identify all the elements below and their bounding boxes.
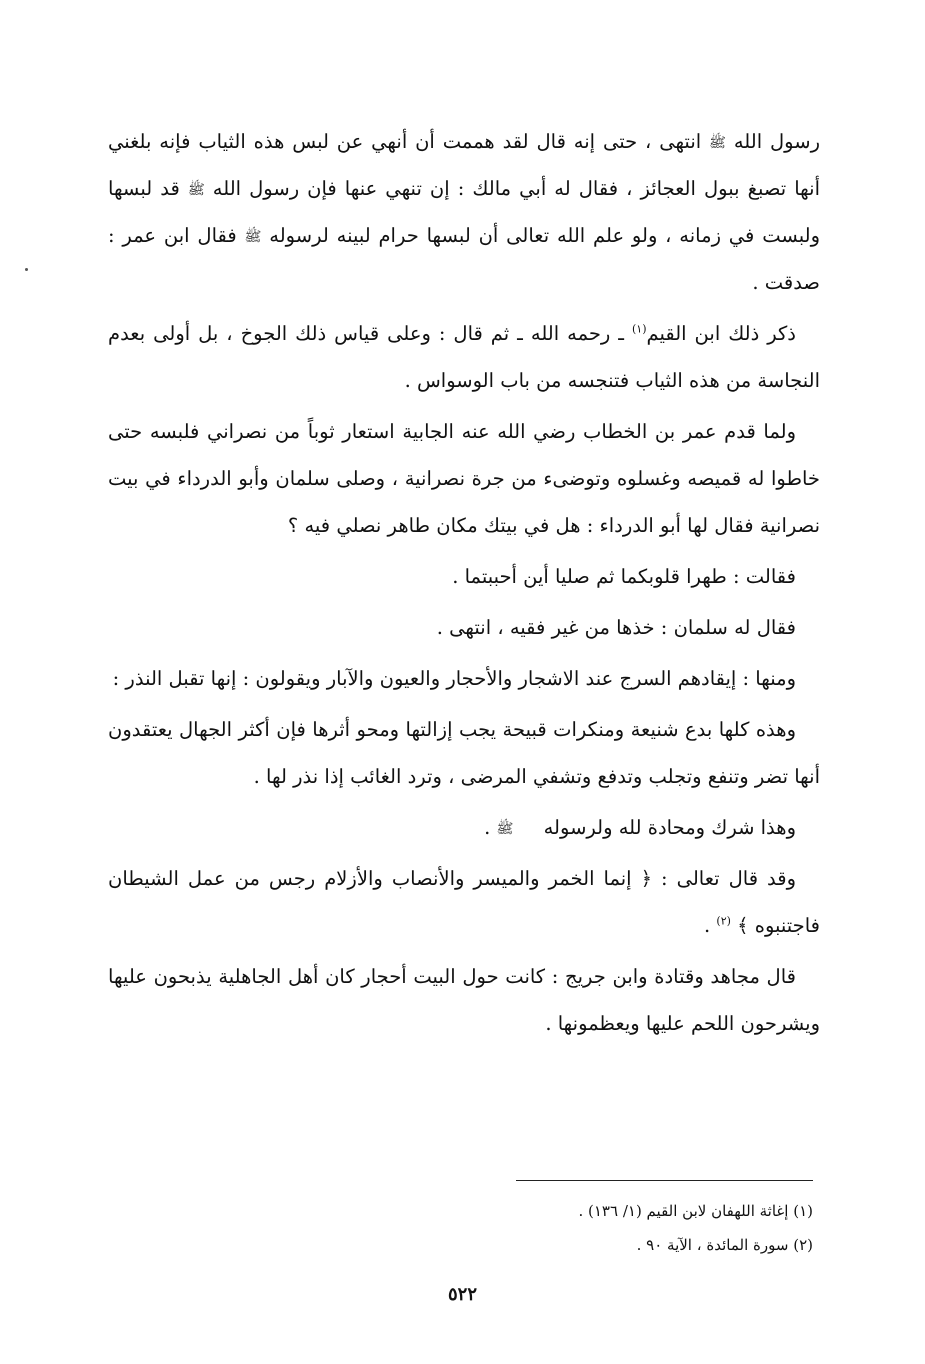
paragraph bbox=[108, 655, 820, 702]
paragraph bbox=[108, 408, 820, 549]
paragraph-text: . bbox=[484, 816, 497, 839]
paragraph-text: ومنها : إيقادهم السرج عند الاشجار والأحجار والعيون والآبار ويقولون : إنها تقبل النذر : bbox=[112, 667, 796, 690]
paragraph-text: رسول الله bbox=[725, 130, 820, 153]
paragraph bbox=[108, 310, 820, 404]
footnote-marker: (١) bbox=[793, 1202, 813, 1220]
paragraph-text: وهذه كلها بدع شنيعة ومنكرات قبيحة يجب إزالتها ومحو أثرها فإن أكثر الجهال يعتقدون أنها تضر وتنفع وتجلب وتدفع وتشفي المرضى ، وترد الغائب إذا نذر لها . bbox=[108, 718, 820, 788]
footnote-marker: (٢) bbox=[793, 1236, 813, 1254]
paragraph bbox=[108, 804, 820, 851]
paragraph bbox=[108, 953, 820, 1047]
footnote-reference: (١) bbox=[631, 322, 647, 336]
footnote-divider bbox=[516, 1180, 813, 1181]
page-body bbox=[108, 118, 820, 1051]
scan-speck bbox=[25, 268, 28, 271]
paragraph bbox=[108, 855, 820, 949]
page-number: ٥٢٢ bbox=[447, 1284, 477, 1305]
paragraph bbox=[108, 118, 820, 306]
paragraph-text: فقالت : طهرا قلوبكما ثم صليا أين أحببتما . bbox=[452, 565, 796, 588]
paragraph-text: انتهى ، حتى إنه قال لقد هممت أن أنهي عن لبس هذه الثياب فإنه بلغني أنها تصبغ ببول العجائز ، فقال له أبي مالك : إن تنهي عنها فإن رسول الله bbox=[108, 130, 821, 200]
honorific-glyph: ﷺ bbox=[496, 820, 514, 837]
footnote-2 bbox=[578, 1228, 813, 1262]
honorific-glyph: ﷺ bbox=[244, 228, 262, 245]
paragraph bbox=[108, 604, 820, 651]
paragraph-text: فقال له سلمان : خذها من غير فقيه ، انتهى . bbox=[436, 616, 796, 639]
paragraph-text: ـ رحمه الله ـ ثم قال : وعلى قياس ذلك الجوخ ، بل أولى بعدم النجاسة من هذه الثياب فتنجسه من باب الوسواس . bbox=[108, 322, 820, 392]
paragraph-text: قد لبسها ولبست في زمانه ، ولو علم الله تعالى أن لبسها حرام لبينه لرسوله bbox=[108, 177, 820, 247]
footnotes bbox=[578, 1194, 813, 1262]
paragraph-text: فقال ابن عمر : صدقت . bbox=[108, 224, 820, 294]
honorific-glyph: ﷺ bbox=[187, 181, 205, 198]
footnote-text: سورة المائدة ، الآية ٩٠ . bbox=[636, 1236, 789, 1254]
paragraph bbox=[108, 553, 820, 600]
paragraph-text: ولما قدم عمر بن الخطاب رضي الله عنه الجابية استعار ثوباً من نصراني فلبسه حتى خاطوا له قميصه وغسلوه وتوضىء من جرة نصرانية ، وصلى سلمان وأبو الدرداء في بيت نصرانية فقال لها أبو الدرداء : هل في بيتك مكان طاهر نصلي فيه ؟ bbox=[108, 420, 820, 537]
footnote-1 bbox=[578, 1194, 813, 1228]
footnote-text: إغاثة اللهفان لابن القيم (١/ ١٣٦) . bbox=[578, 1202, 789, 1220]
paragraph-text: . bbox=[703, 914, 717, 937]
footnote-reference: (٢) bbox=[716, 914, 731, 928]
paragraph-text: ذكر ذلك ابن القيم bbox=[646, 322, 796, 345]
honorific-glyph: ﷺ bbox=[709, 134, 726, 151]
paragraph bbox=[108, 706, 820, 800]
paragraph-text: وهذا شرك ومحادة لله ولرسوله bbox=[537, 816, 796, 839]
paragraph-text: وقد قال تعالى : ﴿ إنما الخمر والميسر والأنصاب والأزلام رجس من عمل الشيطان فاجتنبوه ﴾ bbox=[108, 867, 820, 937]
paragraph-text: قال مجاهد وقتادة وابن جريج : كانت حول البيت أحجار كان أهل الجاهلية يذبحون عليها ويشرحون اللحم عليها ويعظمونها . bbox=[108, 965, 820, 1035]
